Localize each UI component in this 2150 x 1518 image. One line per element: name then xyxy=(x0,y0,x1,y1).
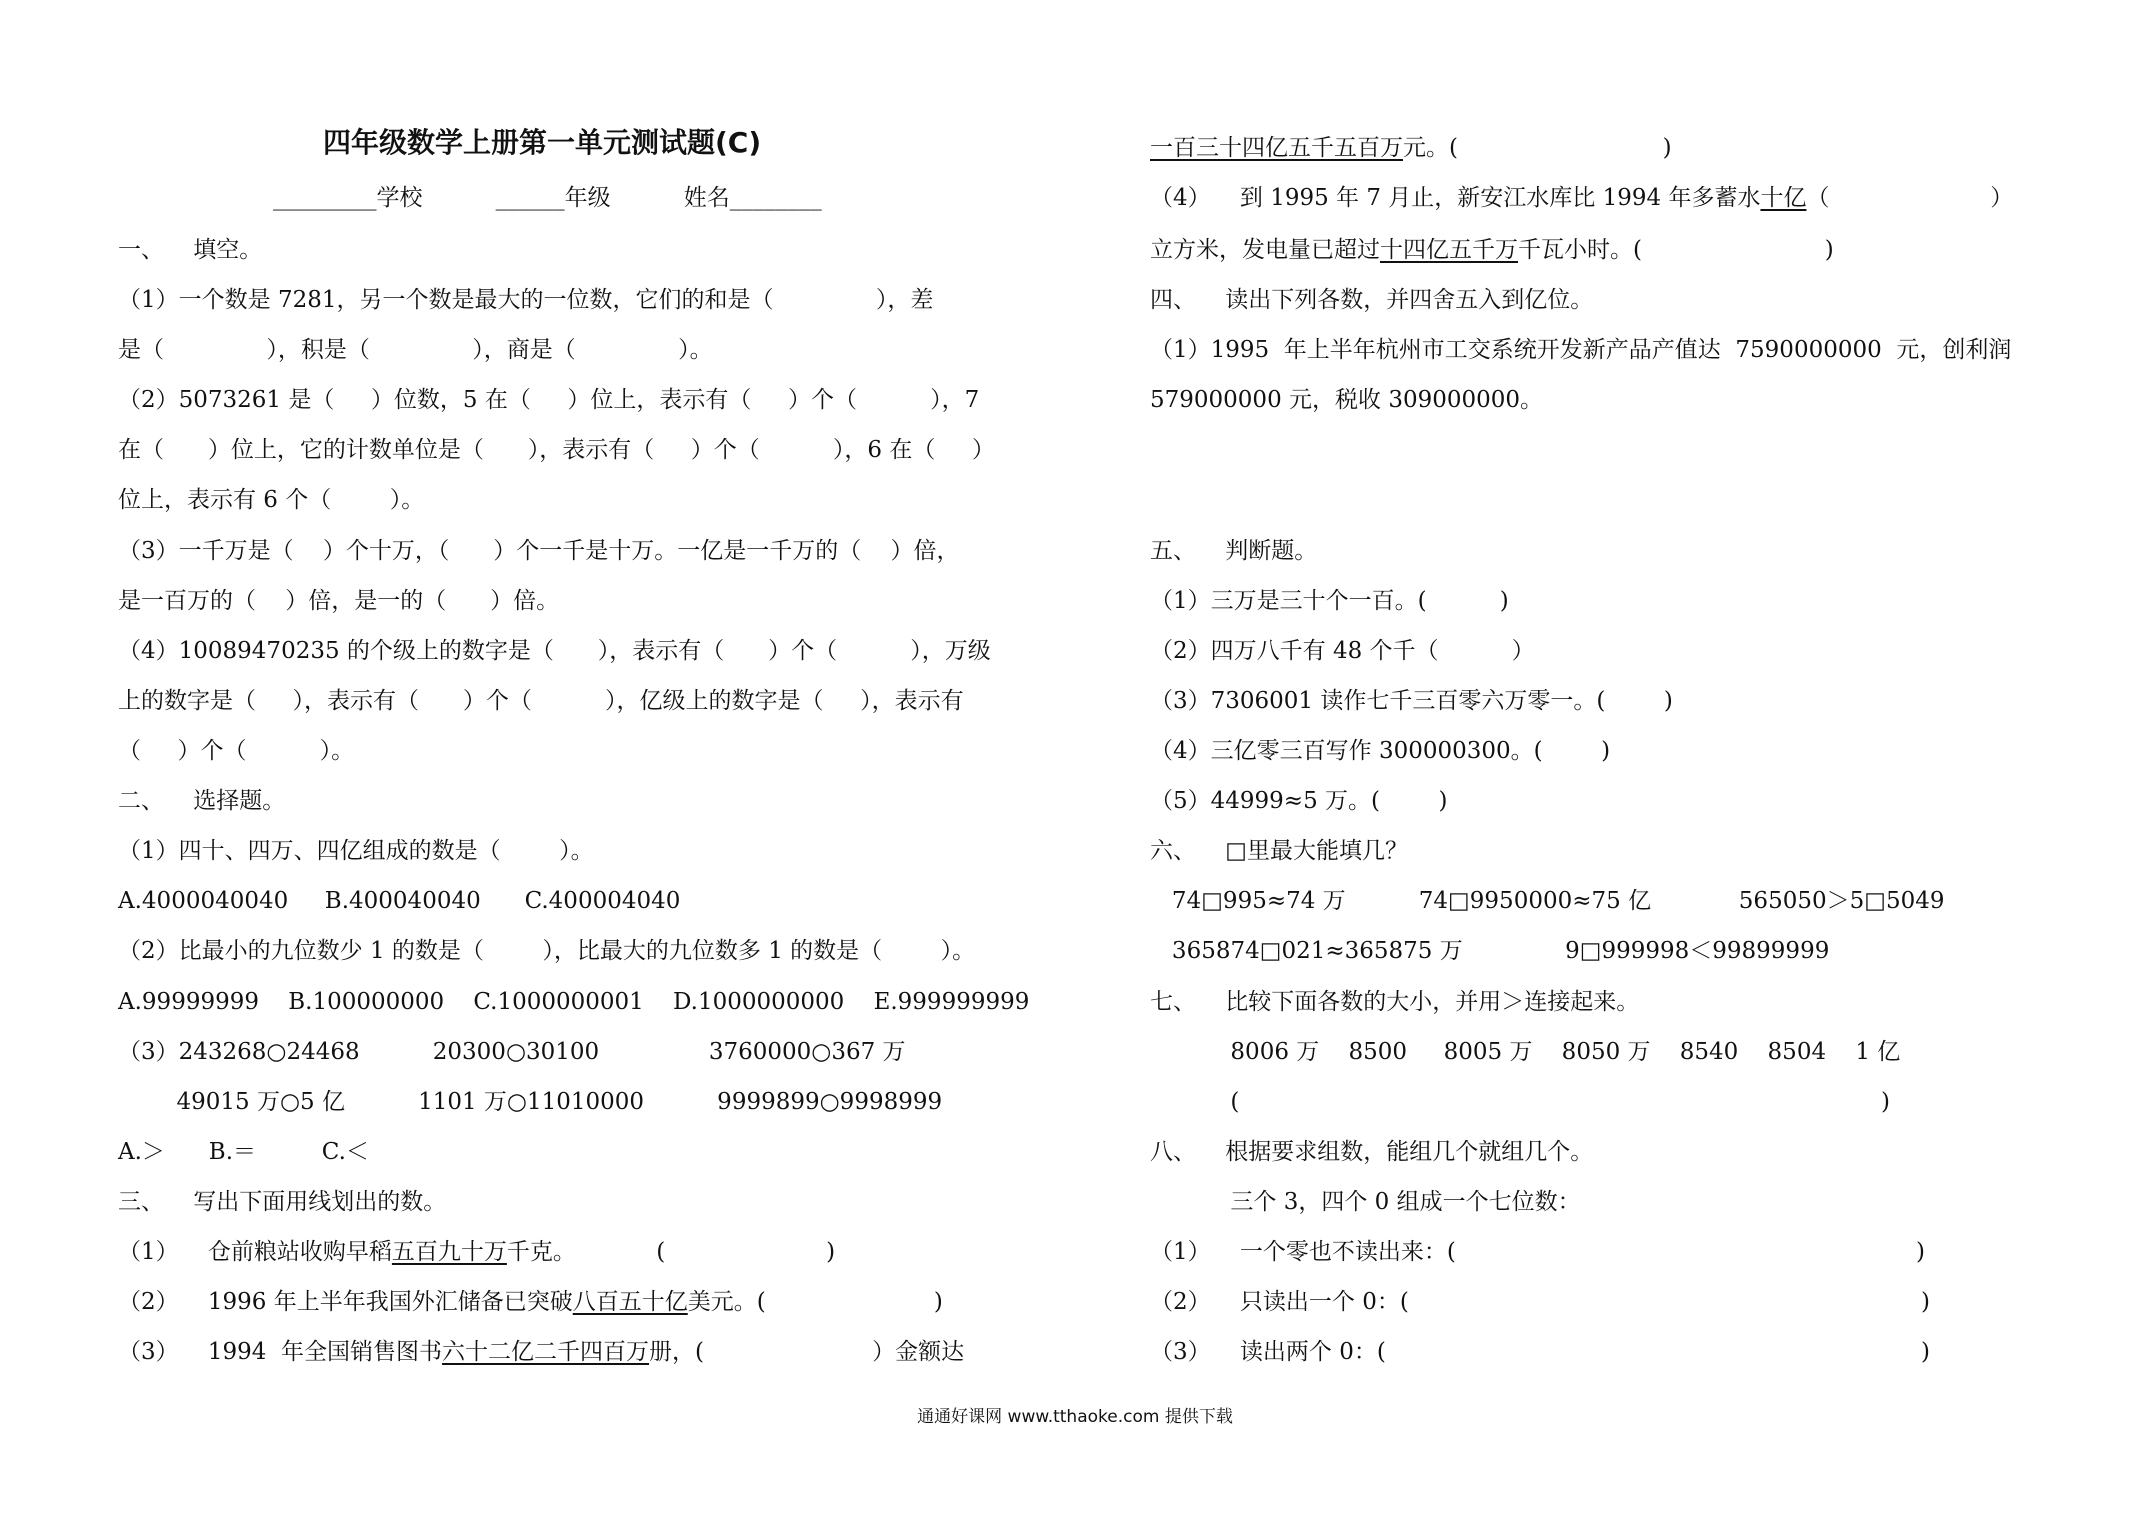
s7-blank-close: ) xyxy=(1881,1089,1890,1115)
s3-q2 xyxy=(118,1287,943,1317)
s1-q3-line-a: （3）一千万是（ ）个十万，（ ）个一千是十万。一亿是一千万的（ ）倍， xyxy=(118,538,960,564)
s3-q4b-underlined: 十四亿五千万 xyxy=(1380,237,1518,263)
section-8-heading: 八、 根据要求组数，能组几个就组几个。 xyxy=(1150,1139,1594,1165)
s1-q1-line-b: 是（ ），积是（ ），商是（ ）。 xyxy=(118,337,713,363)
s3-q4b-blank: 千瓦小时。( ) xyxy=(1518,237,1834,263)
s3-q4b-text: 立方米，发电量已超过 xyxy=(1150,237,1380,263)
s1-q4-line-a: （4）10089470235 的个级上的数字是（ ），表示有（ ）个（ ），万级 xyxy=(118,638,991,664)
s8-q1 xyxy=(1150,1237,1925,1267)
s3-q3-blank: 册，( ）金额达 xyxy=(649,1339,965,1365)
s2-q3-line-a: （3）243268○24468 20300○30100 3760000○367 万 xyxy=(118,1039,906,1065)
s4-q1-line-b: 579000000 元，税收 309000000。 xyxy=(1150,387,1544,413)
s3-q4-text: （4） 到 1995 年 7 月止，新安江水库比 1994 年多蓄水 xyxy=(1150,185,1761,211)
s1-q2-line-c: 位上，表示有 6 个（ ）。 xyxy=(118,487,425,513)
s7-numbers: 8006 万 8500 8005 万 8050 万 8540 8504 1 亿 xyxy=(1150,1039,1901,1065)
s1-q4-line-c: （ ）个（ ）。 xyxy=(118,738,355,764)
s1-q4-line-b: 上的数字是（ ），表示有（ ）个（ ），亿级上的数字是（ ），表示有 xyxy=(118,688,964,714)
s1-q3-line-b: 是一百万的（ ）倍，是一的（ ）倍。 xyxy=(118,588,560,614)
s3-q1-text: （1） 仓前粮站收购早稻 xyxy=(118,1239,392,1265)
s1-q2-line-a: （2）5073261 是（ ）位数，5 在（ ）位上，表示有（ ）个（ ），7 xyxy=(118,387,980,413)
s3-q3-cont-blank: 元。( ) xyxy=(1403,135,1672,161)
s8-q1-text: （1） 一个零也不读出来：( xyxy=(1150,1239,1456,1265)
s8-q3 xyxy=(1150,1337,1930,1367)
s3-q3 xyxy=(118,1337,964,1367)
section-3-heading: 三、 写出下面用线划出的数。 xyxy=(118,1189,447,1215)
s8-q2 xyxy=(1150,1287,1930,1317)
s5-q2: （2）四万八千有 48 个千（ ） xyxy=(1150,638,1535,664)
section-5-heading: 五、 判断题。 xyxy=(1150,538,1318,564)
s8-q2-close: ) xyxy=(1921,1289,1930,1315)
footer-credit: 通通好课网 www.tthaoke.com 提供下载 xyxy=(917,1407,1233,1427)
s8-subheading: 三个 3，四个 0 组成一个七位数： xyxy=(1150,1189,1581,1215)
s7-answer-blank xyxy=(1150,1087,1890,1117)
s3-q4-line-a xyxy=(1150,183,2013,213)
s5-q4: （4）三亿零三百写作 300000300。( ) xyxy=(1150,738,1611,764)
s1-q1-line-a: （1）一个数是 7281，另一个数是最大的一位数，它们的和是（ ），差 xyxy=(118,287,934,313)
s2-q1: （1）四十、四万、四亿组成的数是（ ）。 xyxy=(118,838,594,864)
s7-blank-open: ( xyxy=(1150,1089,1240,1115)
s6-line-b: 365874□021≈365875 万 9□999998＜99899999 xyxy=(1150,938,1830,964)
s3-q1-underlined: 五百九十万 xyxy=(391,1239,507,1265)
s8-q3-text: （3） 读出两个 0：( xyxy=(1150,1339,1386,1365)
s3-q1-blank: 千克。 ( ) xyxy=(506,1239,836,1265)
page-title: 四年级数学上册第一单元测试题(C) xyxy=(323,126,762,159)
s2-q3-options: A.＞ B.＝ C.＜ xyxy=(118,1139,369,1165)
section-1-heading: 一、 填空。 xyxy=(118,237,263,263)
s3-q3-continued xyxy=(1150,133,1672,163)
s8-q2-text: （2） 只读出一个 0：( xyxy=(1150,1289,1409,1315)
s2-q1-options: A.4000040040 B.400040040 C.400004040 xyxy=(118,888,681,914)
s1-q2-line-b: 在（ ）位上，它的计数单位是（ ），表示有（ ）个（ ），6 在（ ） xyxy=(118,437,995,463)
s3-q4-blank: （ ） xyxy=(1806,185,2014,211)
s5-q5: （5）44999≈5 万。( ) xyxy=(1150,788,1448,814)
s8-q3-close: ) xyxy=(1921,1339,1930,1365)
s3-q2-underlined: 八百五十亿 xyxy=(572,1289,688,1315)
s3-q1 xyxy=(118,1237,835,1267)
s5-q3: （3）7306001 读作七千三百零六万零一。( ) xyxy=(1150,688,1673,714)
s3-q2-text: （2） 1996 年上半年我国外汇储备已突破 xyxy=(118,1289,573,1315)
s3-q3-text: （3） 1994 年全国销售图书 xyxy=(118,1339,443,1365)
section-2-heading: 二、 选择题。 xyxy=(118,788,286,814)
s3-q2-blank: 美元。( ) xyxy=(687,1289,943,1315)
s3-q3-cont-underlined: 一百三十四亿五千五百万 xyxy=(1150,135,1403,161)
section-7-heading: 七、 比较下面各数的大小，并用＞连接起来。 xyxy=(1150,989,1640,1015)
header-fields: _________学校 ______年级 姓名________ xyxy=(273,185,822,211)
s5-q1: （1）三万是三十个一百。( ) xyxy=(1150,588,1509,614)
s3-q4-line-b xyxy=(1150,235,1834,265)
section-4-heading: 四、 读出下列各数，并四舍五入到亿位。 xyxy=(1150,287,1594,313)
s2-q3-line-b: 49015 万○5 亿 1101 万○11010000 9999899○9998999 xyxy=(118,1089,943,1115)
s3-q4-underlined: 十亿 xyxy=(1760,185,1807,211)
s2-q2: （2）比最小的九位数少 1 的数是（ ），比最大的九位数多 1 的数是（ ）。 xyxy=(118,938,976,964)
s3-q3-underlined: 六十二亿二千四百万 xyxy=(442,1339,650,1365)
s4-q1-line-a: （1）1995 年上半年杭州市工交系统开发新产品产值达 7590000000 元，创利润 xyxy=(1150,337,2012,363)
s2-q2-options: A.99999999 B.100000000 C.1000000001 D.1000000000 E.999999999 xyxy=(118,989,1030,1015)
s8-q1-close: ) xyxy=(1916,1239,1925,1265)
section-6-heading: 六、 □里最大能填几？ xyxy=(1150,838,1408,864)
s6-line-a: 74□995≈74 万 74□9950000≈75 亿 565050＞5□5049 xyxy=(1150,888,1945,914)
